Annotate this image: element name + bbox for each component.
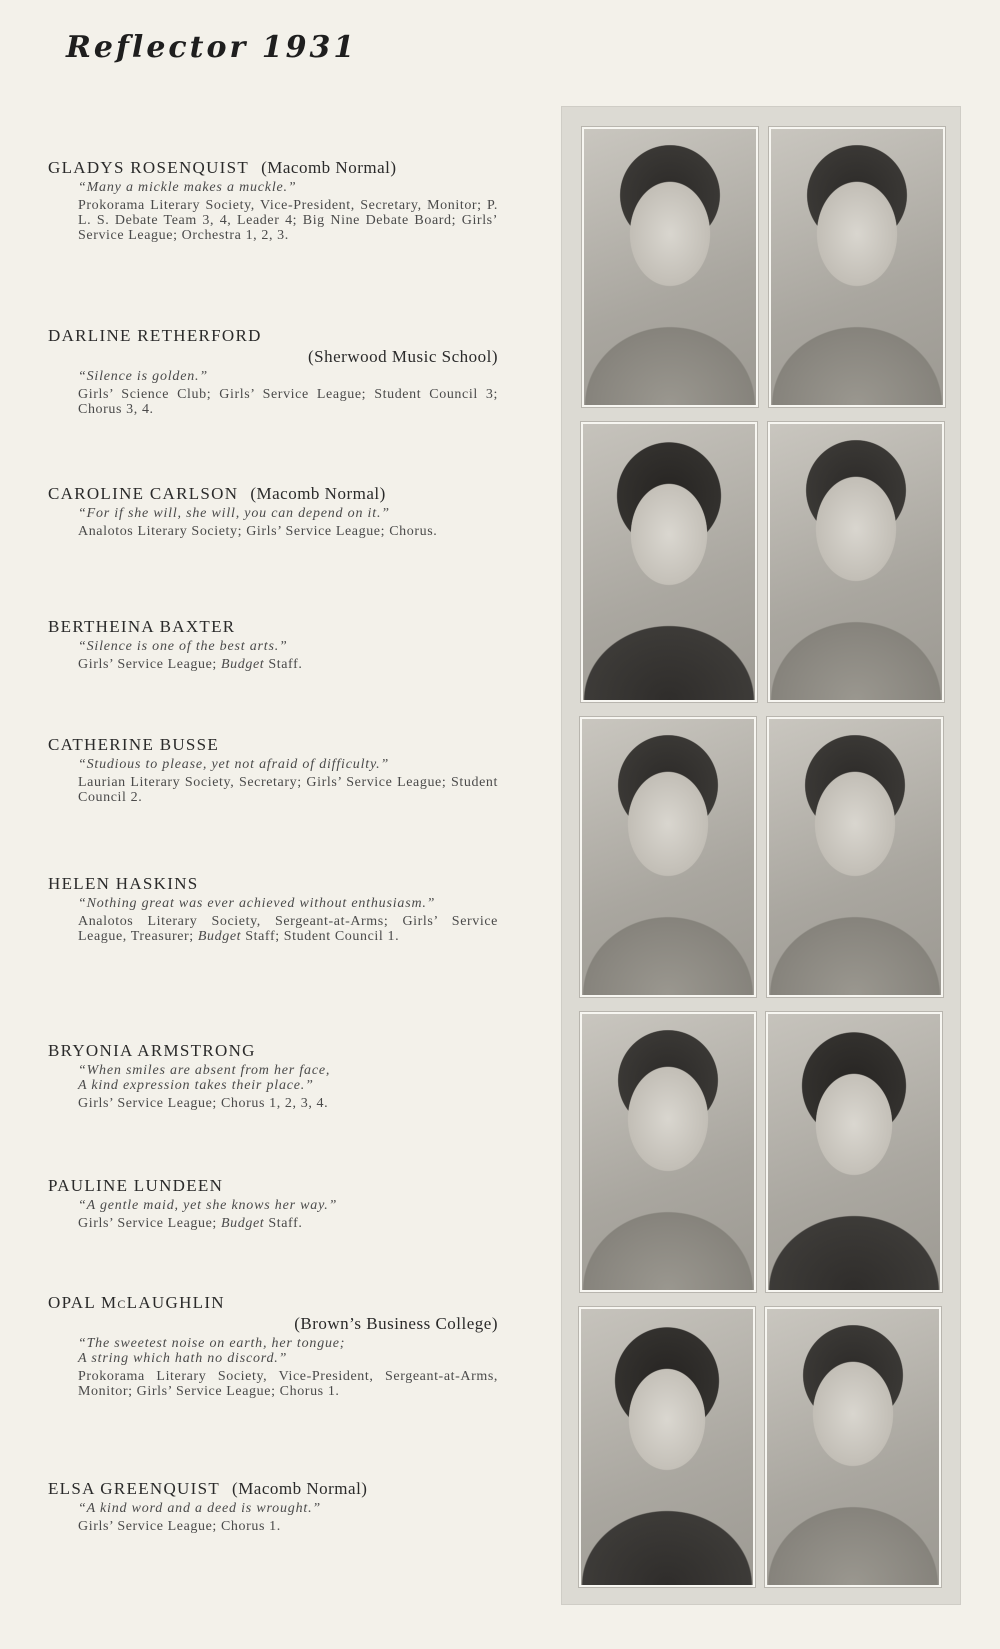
activities-list: Girls’ Service League; Chorus 1, 2, 3, 4. xyxy=(78,1096,329,1111)
senior-entry-darline-retherford xyxy=(48,325,498,417)
activities-list: Analotos Literary Society; Girls’ Service League; Chorus. xyxy=(78,524,438,539)
activities-list: Prokorama Literary Society, Vice-President, Sergeant-at-Arms, Monitor; Girls’ Service League; Chorus 1. xyxy=(78,1369,498,1399)
senior-entry-bryonia-armstrong xyxy=(48,1040,498,1111)
activities-list: Girls’ Service League; Budget Staff. xyxy=(78,657,303,672)
student-name: CATHERINE BUSSE xyxy=(48,735,220,754)
senior-quote-line-1: “When smiles are absent from her face, xyxy=(78,1063,331,1078)
portrait-panel xyxy=(561,106,961,1605)
budget-publication: Budget xyxy=(221,657,265,672)
portrait-photo xyxy=(579,1307,755,1587)
senior-quote: “Nothing great was ever achieved without enthusiasm.” xyxy=(78,896,436,911)
senior-entry-catherine-busse xyxy=(48,734,498,805)
page-title: Reflector 1931 xyxy=(66,30,358,65)
activities-list: Prokorama Literary Society, Vice-President, Secretary, Monitor; P. L. S. Debate Team 3, 4, Leader 4; Big Nine Debate Board; Girls’ Service League; Orchestra 1, 2, 3. xyxy=(78,198,498,243)
senior-quote-line-2: A string which hath no discord.” xyxy=(78,1351,288,1366)
student-name: GLADYS ROSENQUIST xyxy=(48,158,250,177)
senior-quote: “Silence is golden.” xyxy=(78,369,208,384)
senior-entry-gladys-rosenquist xyxy=(48,157,498,243)
senior-entry-pauline-lundeen xyxy=(48,1175,498,1231)
senior-quote: “A gentle maid, yet she knows her way.” xyxy=(78,1198,338,1213)
activities-list: Girls’ Service League; Budget Staff. xyxy=(78,1216,303,1231)
future-school: (Macomb Normal) xyxy=(250,484,386,503)
future-school: (Sherwood Music School) xyxy=(308,347,498,366)
portrait-photo xyxy=(580,1012,756,1292)
activities-list: Girls’ Service League; Chorus 1. xyxy=(78,1519,281,1534)
senior-quote: “For if she will, she will, you can depend on it.” xyxy=(78,506,390,521)
portrait-photo xyxy=(767,717,943,997)
senior-entry-caroline-carlson xyxy=(48,483,498,539)
future-school: (Brown’s Business College) xyxy=(294,1314,498,1333)
portrait-photo xyxy=(765,1307,941,1587)
senior-entry-bertheina-baxter xyxy=(48,616,498,672)
senior-entry-helen-haskins xyxy=(48,873,498,944)
portrait-photo xyxy=(768,422,944,702)
activities-list: Analotos Literary Society, Sergeant-at-Arms; Girls’ Service League, Treasurer; Budget Staff; Student Council 1. xyxy=(78,914,498,944)
student-name: CAROLINE CARLSON xyxy=(48,484,239,503)
activities-list: Girls’ Science Club; Girls’ Service League; Student Council 3; Chorus 3, 4. xyxy=(78,387,498,417)
senior-quote-line-2: A kind expression takes their place.” xyxy=(78,1078,314,1093)
budget-publication: Budget xyxy=(221,1216,265,1231)
student-name: DARLINE RETHERFORD xyxy=(48,326,262,345)
portrait-photo xyxy=(581,422,757,702)
senior-entry-elsa-greenquist xyxy=(48,1478,498,1534)
senior-quote: “Silence is one of the best arts.” xyxy=(78,639,288,654)
future-school: (Macomb Normal) xyxy=(232,1479,368,1498)
senior-quote: “Studious to please, yet not afraid of difficulty.” xyxy=(78,757,390,772)
senior-entry-opal-mclaughlin xyxy=(48,1292,498,1399)
student-name: HELEN HASKINS xyxy=(48,874,199,893)
student-name: OPAL McLAUGHLIN xyxy=(48,1293,225,1312)
student-name: PAULINE LUNDEEN xyxy=(48,1176,224,1195)
senior-quote: “Many a mickle makes a muckle.” xyxy=(78,180,297,195)
budget-publication: Budget xyxy=(197,929,242,944)
senior-quote-line-1: “The sweetest noise on earth, her tongue; xyxy=(78,1336,346,1351)
student-name: ELSA GREENQUIST xyxy=(48,1479,221,1498)
activities-list: Laurian Literary Society, Secretary; Girls’ Service League; Student Council 2. xyxy=(78,775,498,805)
student-name: BERTHEINA BAXTER xyxy=(48,617,236,636)
portrait-photo xyxy=(582,127,758,407)
future-school: (Macomb Normal) xyxy=(261,158,397,177)
portrait-photo xyxy=(766,1012,942,1292)
student-name: BRYONIA ARMSTRONG xyxy=(48,1041,256,1060)
senior-quote: “A kind word and a deed is wrought.” xyxy=(78,1501,321,1516)
portrait-photo xyxy=(769,127,945,407)
portrait-photo xyxy=(580,717,756,997)
